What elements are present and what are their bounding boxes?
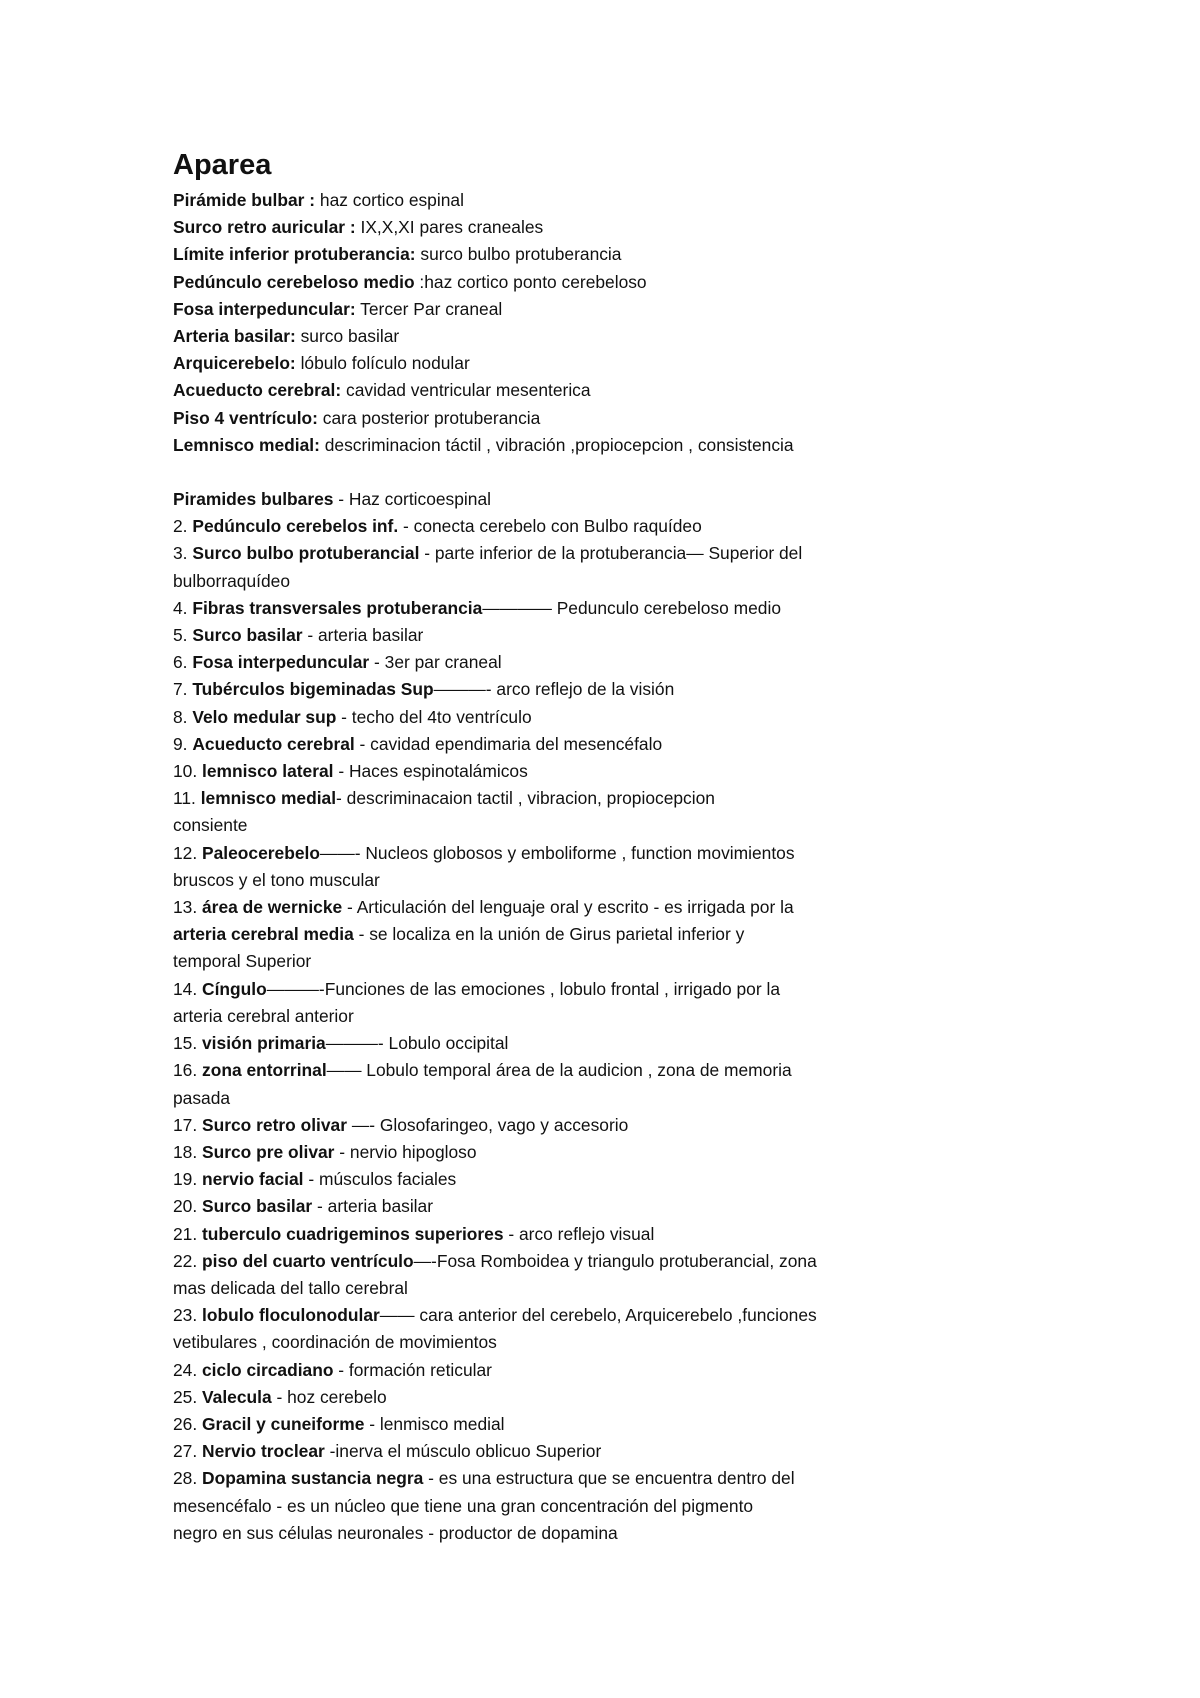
item-definition: - Haces espinotalámicos <box>333 761 528 782</box>
list-line <box>173 1057 993 1084</box>
pair-term: Pirámide bulbar : <box>173 190 316 210</box>
item-number: 5. <box>173 625 193 646</box>
item-term: Velo medular sup <box>192 706 337 727</box>
pair-definition: lóbulo folículo nodular <box>295 353 470 374</box>
item-definition: ———— Pedunculo cerebeloso medio <box>482 597 782 618</box>
list-line <box>173 1166 993 1193</box>
list-line <box>173 867 993 894</box>
pair-term: Arquicerebelo: <box>173 353 296 374</box>
pair-line <box>173 405 993 432</box>
item-definition: consiente <box>173 815 248 836</box>
list-line <box>173 1493 993 1520</box>
item-number: 19. <box>173 1169 203 1190</box>
section-gap <box>173 459 993 486</box>
pair-line <box>173 323 993 350</box>
list-line <box>173 1357 993 1384</box>
list-line <box>173 595 993 622</box>
item-definition: -inerva el músculo oblicuo Superior <box>324 1441 602 1462</box>
item-term: ciclo circadiano <box>202 1359 334 1380</box>
list-line <box>173 1248 993 1275</box>
pair-line <box>173 432 993 459</box>
item-definition: - descriminacaion tactil , vibracion, propiocepcion <box>336 788 715 809</box>
item-number: 22. <box>173 1250 203 1271</box>
item-number: 17. <box>173 1114 203 1135</box>
item-term: Cíngulo <box>202 978 267 999</box>
item-definition: - es una estructura que se encuentra dentro del <box>423 1468 795 1489</box>
numbered-list-section <box>173 486 993 1547</box>
item-term: Fosa interpeduncular <box>192 652 370 673</box>
item-term: nervio facial <box>202 1169 304 1190</box>
item-definition: - techo del 4to ventrículo <box>336 706 532 727</box>
item-definition: - nervio hipogloso <box>334 1141 477 1162</box>
item-number: 13. <box>173 897 203 918</box>
item-definition: mas delicada del tallo cerebral <box>173 1277 408 1298</box>
list-line <box>173 513 993 540</box>
item-number: 11. <box>173 788 201 809</box>
list-line <box>173 568 993 595</box>
list-line <box>173 1275 993 1302</box>
pair-definition: surco basilar <box>295 326 400 347</box>
pair-term: Pedúnculo cerebeloso medio <box>173 271 415 292</box>
list-line <box>173 1438 993 1465</box>
pair-definition: haz cortico espinal <box>315 190 464 210</box>
pair-definition: :haz cortico ponto cerebeloso <box>414 271 647 292</box>
item-definition: ———- Lobulo occipital <box>325 1033 509 1054</box>
list-line <box>173 1085 993 1112</box>
item-definition: —-Fosa Romboidea y triangulo protuberancial, zona <box>413 1250 817 1271</box>
item-term: Surco basilar <box>192 625 303 646</box>
item-definition: - parte inferior de la protuberancia— Superior del <box>419 543 803 564</box>
item-number: 14. <box>173 978 203 999</box>
item-term: Valecula <box>202 1386 272 1407</box>
item-definition: —— cara anterior del cerebelo, Arquicerebelo ,funciones <box>379 1305 817 1326</box>
item-term: lemnisco medial <box>200 788 337 809</box>
item-definition: - Articulación del lenguaje oral y escrito - es irrigada por la <box>342 897 794 918</box>
item-definition: - conecta cerebelo con Bulbo raquídeo <box>398 516 702 537</box>
pair-line <box>173 296 993 323</box>
list-line <box>173 976 993 1003</box>
pair-line <box>173 214 993 241</box>
list-line <box>173 1221 993 1248</box>
list-line <box>173 1003 993 1030</box>
item-term: piso del cuarto ventrículo <box>202 1250 414 1271</box>
pair-term: Fosa interpeduncular: <box>173 298 356 319</box>
item-term: Piramides bulbares <box>173 489 334 510</box>
list-line <box>173 921 993 948</box>
item-definition: - se localiza en la unión de Girus parietal inferior y <box>353 924 745 945</box>
item-definition: pasada <box>173 1087 231 1108</box>
list-line <box>173 622 993 649</box>
item-term: arteria cerebral media <box>173 924 354 945</box>
item-number: 18. <box>173 1141 203 1162</box>
item-definition: ———- arco reflejo de la visión <box>433 679 675 700</box>
item-number: 10. <box>173 761 203 782</box>
item-term: zona entorrinal <box>202 1060 327 1081</box>
item-definition: - músculos faciales <box>303 1169 457 1190</box>
list-line <box>173 1139 993 1166</box>
pair-line <box>173 241 993 268</box>
pair-term: Piso 4 ventrículo: <box>173 407 318 428</box>
list-line <box>173 704 993 731</box>
list-line <box>173 649 993 676</box>
item-number: 9. <box>173 733 193 754</box>
item-term: Gracil y cuneiforme <box>202 1413 365 1434</box>
pair-definition: descriminacion táctil , vibración ,propiocepcion , consistencia <box>319 434 794 455</box>
item-number: 28. <box>173 1468 203 1489</box>
pair-term: Arteria basilar: <box>173 326 296 347</box>
document-content <box>173 148 993 1547</box>
list-line <box>173 1411 993 1438</box>
item-definition: - formación reticular <box>333 1359 492 1380</box>
list-line <box>173 894 993 921</box>
pair-definition: cavidad ventricular mesenterica <box>341 380 591 401</box>
item-number: 25. <box>173 1386 203 1407</box>
item-definition: bruscos y el tono muscular <box>173 869 380 890</box>
pair-line <box>173 377 993 404</box>
list-line <box>173 1329 993 1356</box>
pair-definition: surco bulbo protuberancia <box>415 244 622 265</box>
list-line <box>173 758 993 785</box>
item-term: Surco bulbo protuberancial <box>192 543 420 564</box>
list-line <box>173 1302 993 1329</box>
list-line <box>173 948 993 975</box>
item-number: 3. <box>173 543 193 564</box>
item-definition: —— Lobulo temporal área de la audicion , zona de memoria <box>326 1060 792 1081</box>
item-number: 7. <box>173 679 193 700</box>
list-line <box>173 1384 993 1411</box>
list-line <box>173 731 993 758</box>
page-title: Aparea <box>173 149 272 181</box>
item-term: Dopamina sustancia negra <box>202 1468 424 1489</box>
list-line <box>173 1112 993 1139</box>
item-number: 15. <box>173 1033 203 1054</box>
item-term: Acueducto cerebral <box>192 733 355 754</box>
pair-definition: IX,X,XI pares craneales <box>355 217 544 238</box>
item-term: Nervio troclear <box>202 1441 325 1462</box>
item-definition: temporal Superior <box>173 951 312 972</box>
item-definition: - arteria basilar <box>302 625 424 646</box>
item-term: Surco retro olivar <box>202 1114 347 1135</box>
pair-definition: cara posterior protuberancia <box>317 407 541 428</box>
item-definition: - hoz cerebelo <box>271 1386 387 1407</box>
item-definition: ———-Funciones de las emociones , lobulo frontal , irrigado por la <box>266 978 781 999</box>
pair-line <box>173 187 993 214</box>
item-term: Surco pre olivar <box>202 1141 335 1162</box>
list-line <box>173 840 993 867</box>
item-definition: negro en sus células neuronales - productor de dopamina <box>173 1522 618 1543</box>
pairs-section <box>173 187 993 459</box>
item-number: 24. <box>173 1359 203 1380</box>
item-term: visión primaria <box>202 1033 326 1054</box>
list-line <box>173 1520 993 1547</box>
item-term: Tubérculos bigeminadas Sup <box>192 679 434 700</box>
item-definition: - cavidad ependimaria del mesencéfalo <box>354 733 663 754</box>
item-definition: ——- Nucleos globosos y emboliforme , function movimientos <box>319 842 795 863</box>
pair-term: Límite inferior protuberancia: <box>173 244 416 265</box>
item-number: 27. <box>173 1441 203 1462</box>
item-term: Fibras transversales protuberancia <box>192 597 483 618</box>
item-definition: arteria cerebral anterior <box>173 1005 354 1026</box>
item-number: 23. <box>173 1305 203 1326</box>
list-line <box>173 1193 993 1220</box>
item-term: Pedúnculo cerebelos inf. <box>192 516 399 537</box>
item-number: 20. <box>173 1196 203 1217</box>
item-definition: —- Glosofaringeo, vago y accesorio <box>346 1114 629 1135</box>
list-line <box>173 676 993 703</box>
pair-line <box>173 350 993 377</box>
item-definition: - 3er par craneal <box>369 652 502 673</box>
list-line <box>173 812 993 839</box>
item-number: 26. <box>173 1413 203 1434</box>
item-term: lobulo floculonodular <box>202 1305 380 1326</box>
item-number: 4. <box>173 597 193 618</box>
pair-line <box>173 269 993 296</box>
pair-definition: Tercer Par craneal <box>355 298 503 319</box>
list-line <box>173 540 993 567</box>
item-number: 16. <box>173 1060 203 1081</box>
item-number: 8. <box>173 706 193 727</box>
item-number: 2. <box>173 516 193 537</box>
item-definition: vetibulares , coordinación de movimientos <box>173 1332 497 1353</box>
list-line <box>173 1465 993 1492</box>
list-line <box>173 486 993 513</box>
pair-term: Lemnisco medial: <box>173 434 320 455</box>
item-term: área de wernicke <box>202 897 343 918</box>
item-term: tuberculo cuadrigeminos superiores <box>202 1223 504 1244</box>
item-definition: - arteria basilar <box>312 1196 434 1217</box>
list-line <box>173 785 993 812</box>
item-term: Paleocerebelo <box>202 842 320 863</box>
item-definition: mesencéfalo - es un núcleo que tiene una gran concentración del pigmento <box>173 1495 754 1516</box>
list-line <box>173 1030 993 1057</box>
item-definition: bulborraquídeo <box>173 570 290 591</box>
item-number: 21. <box>173 1223 203 1244</box>
item-definition: - Haz corticoespinal <box>333 489 491 510</box>
item-term: lemnisco lateral <box>202 761 334 782</box>
item-term: Surco basilar <box>202 1196 313 1217</box>
item-number: 12. <box>173 842 203 863</box>
item-number: 6. <box>173 652 193 673</box>
item-definition: - lenmisco medial <box>364 1413 505 1434</box>
item-definition: - arco reflejo visual <box>503 1223 655 1244</box>
pair-term: Acueducto cerebral: <box>173 380 342 401</box>
pair-term: Surco retro auricular : <box>173 217 356 238</box>
